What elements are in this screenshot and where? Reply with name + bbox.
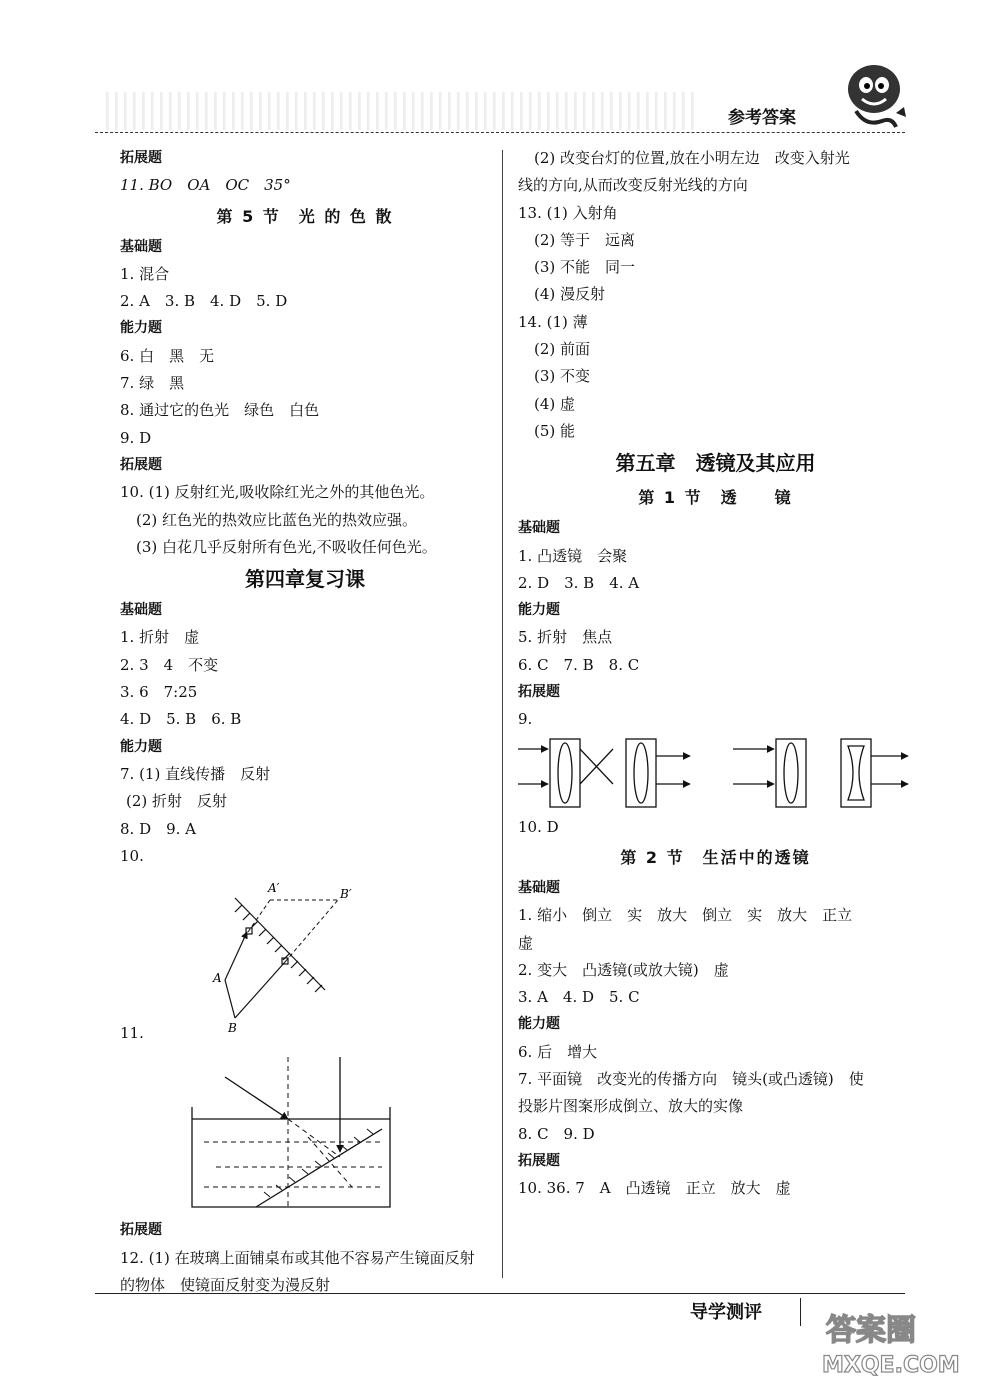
answer-line: 10. D bbox=[518, 817, 559, 836]
footer-separator bbox=[800, 1298, 801, 1326]
water-tank-diagram bbox=[120, 1047, 490, 1217]
answer-line: (4) 虚 bbox=[534, 394, 576, 413]
watermark-logo bbox=[820, 1300, 960, 1380]
answer-line: 6. 后 增大 bbox=[518, 1042, 598, 1061]
section-label: 基础题 bbox=[518, 520, 560, 537]
answer-line: 10. 36. 7 A 凸透镜 正立 放大 虚 bbox=[518, 1179, 791, 1198]
section-label: 拓展题 bbox=[518, 1152, 560, 1169]
section-label: 拓展题 bbox=[120, 150, 162, 166]
answer-line: 2. D 3. B 4. A bbox=[518, 573, 640, 592]
answer-line: 的物体 使镜面反射变为漫反射 bbox=[120, 1276, 331, 1295]
section-label: 拓展题 bbox=[120, 456, 162, 473]
header-rule bbox=[95, 132, 905, 133]
page-header-title: 参考答案 bbox=[728, 108, 796, 128]
section-label: 能力题 bbox=[518, 1016, 560, 1033]
answer-line: 1. 凸透镜 会聚 bbox=[518, 546, 628, 565]
answer-line: 6. C 7. B 8. C bbox=[518, 655, 640, 674]
answer-line: (2) 等于 远离 bbox=[534, 230, 636, 249]
chapter-title: 第四章复习课 bbox=[245, 567, 365, 592]
section-title: 第 5 节 光 的 色 散 bbox=[216, 206, 394, 226]
footer-title: 导学测评 bbox=[690, 1302, 762, 1323]
answer-line: 2. 变大 凸透镜(或放大镜) 虚 bbox=[518, 960, 729, 979]
header-decoration bbox=[100, 92, 700, 130]
lens-boxes-diagram bbox=[518, 734, 913, 814]
answer-line: 8. 通过它的色光 绿色 白色 bbox=[120, 401, 320, 420]
answer-line: 7. 平面镜 改变光的传播方向 镜头(或凸透镜) 使 bbox=[518, 1070, 864, 1089]
answer-line: (4) 漫反射 bbox=[534, 285, 606, 304]
answer-line: 8. C 9. D bbox=[518, 1124, 595, 1143]
answer-line: (2) 前面 bbox=[534, 340, 591, 359]
answer-line: 6. 白 黑 无 bbox=[120, 346, 215, 365]
column-divider bbox=[502, 150, 503, 1278]
answer-line: 7. (1) 直线传播 反射 bbox=[120, 764, 271, 783]
section-label: 拓展题 bbox=[120, 1222, 162, 1239]
answer-line: 11. bbox=[120, 1024, 144, 1043]
answer-line: (3) 不变 bbox=[534, 367, 591, 386]
answer-line: 10. (1) 反射红光,吸收除红光之外的其他色光。 bbox=[120, 483, 435, 502]
answer-line: (3) 不能 同一 bbox=[534, 258, 636, 277]
answer-line: (5) 能 bbox=[534, 421, 576, 440]
answer-line: 投影片图案形成倒立、放大的实像 bbox=[518, 1097, 744, 1116]
answer-line: 5. 折射 焦点 bbox=[518, 628, 613, 647]
mascot-icon bbox=[836, 55, 916, 137]
answer-line: 4. D 5. B 6. B bbox=[120, 710, 242, 729]
answer-line: 13. (1) 入射角 bbox=[518, 203, 618, 222]
answer-line: 12. (1) 在玻璃上面铺桌布或其他不容易产生镜面反射 bbox=[120, 1248, 475, 1267]
section-label: 能力题 bbox=[518, 602, 560, 619]
section-label: 能力题 bbox=[120, 738, 162, 755]
svg-text:MXQE.COM: MXQE.COM bbox=[822, 1353, 960, 1378]
answer-line: (2) 改变台灯的位置,放在小明左边 改变入射光 bbox=[534, 149, 850, 167]
answer-line: 7. 绿 黑 bbox=[120, 374, 185, 393]
answer-line: 9. bbox=[518, 710, 533, 729]
section-label: 基础题 bbox=[120, 602, 162, 619]
answer-line: (2) 折射 反射 bbox=[126, 792, 228, 811]
answer-line: 1. 折射 虚 bbox=[120, 628, 200, 647]
answer-line: 10. bbox=[120, 846, 144, 865]
answer-line: 1. 缩小 倒立 实 放大 倒立 实 放大 正立 bbox=[518, 906, 853, 925]
answer-line: 虚 bbox=[518, 933, 534, 952]
section-label: 能力题 bbox=[120, 320, 162, 337]
answer-line: (2) 红色光的热效应比蓝色光的热效应强。 bbox=[136, 510, 418, 529]
svg-text:答案圈: 答案圈 bbox=[826, 1313, 916, 1348]
section-label: 拓展题 bbox=[518, 684, 560, 701]
answer-line: 2. 3 4 不变 bbox=[120, 655, 219, 674]
answer-line: 14. (1) 薄 bbox=[518, 312, 588, 331]
answer-line: (3) 白花几乎反射所有色光,不吸收任何色光。 bbox=[136, 537, 437, 556]
answer-line: 1. 混合 bbox=[120, 264, 170, 283]
section-label: 基础题 bbox=[120, 238, 162, 255]
right-column bbox=[518, 145, 913, 1203]
chapter-title: 第五章 透镜及其应用 bbox=[615, 451, 816, 476]
answer-line: 11. BO OA OC 35° bbox=[120, 176, 291, 195]
answer-line: 线的方向,从而改变反射光线的方向 bbox=[518, 176, 748, 195]
label-a: A bbox=[213, 971, 222, 986]
section-title: 第 2 节 生活中的透镜 bbox=[620, 847, 811, 867]
answer-line: 3. A 4. D 5. C bbox=[518, 988, 640, 1007]
answer-line: 2. A 3. B 4. D 5. D bbox=[120, 292, 288, 311]
answer-line: 3. 6 7:25 bbox=[120, 683, 198, 702]
answer-line: 9. D bbox=[120, 428, 152, 447]
label-a-prime: A′ bbox=[268, 881, 280, 896]
section-label: 基础题 bbox=[518, 879, 560, 896]
left-column bbox=[120, 145, 490, 1299]
section-title: 第 1 节 透 镜 bbox=[638, 488, 793, 508]
answer-line: 8. D 9. A bbox=[120, 819, 197, 838]
label-b-prime: B′ bbox=[340, 887, 352, 902]
footer-rule bbox=[95, 1293, 905, 1294]
label-b: B bbox=[228, 1021, 237, 1036]
